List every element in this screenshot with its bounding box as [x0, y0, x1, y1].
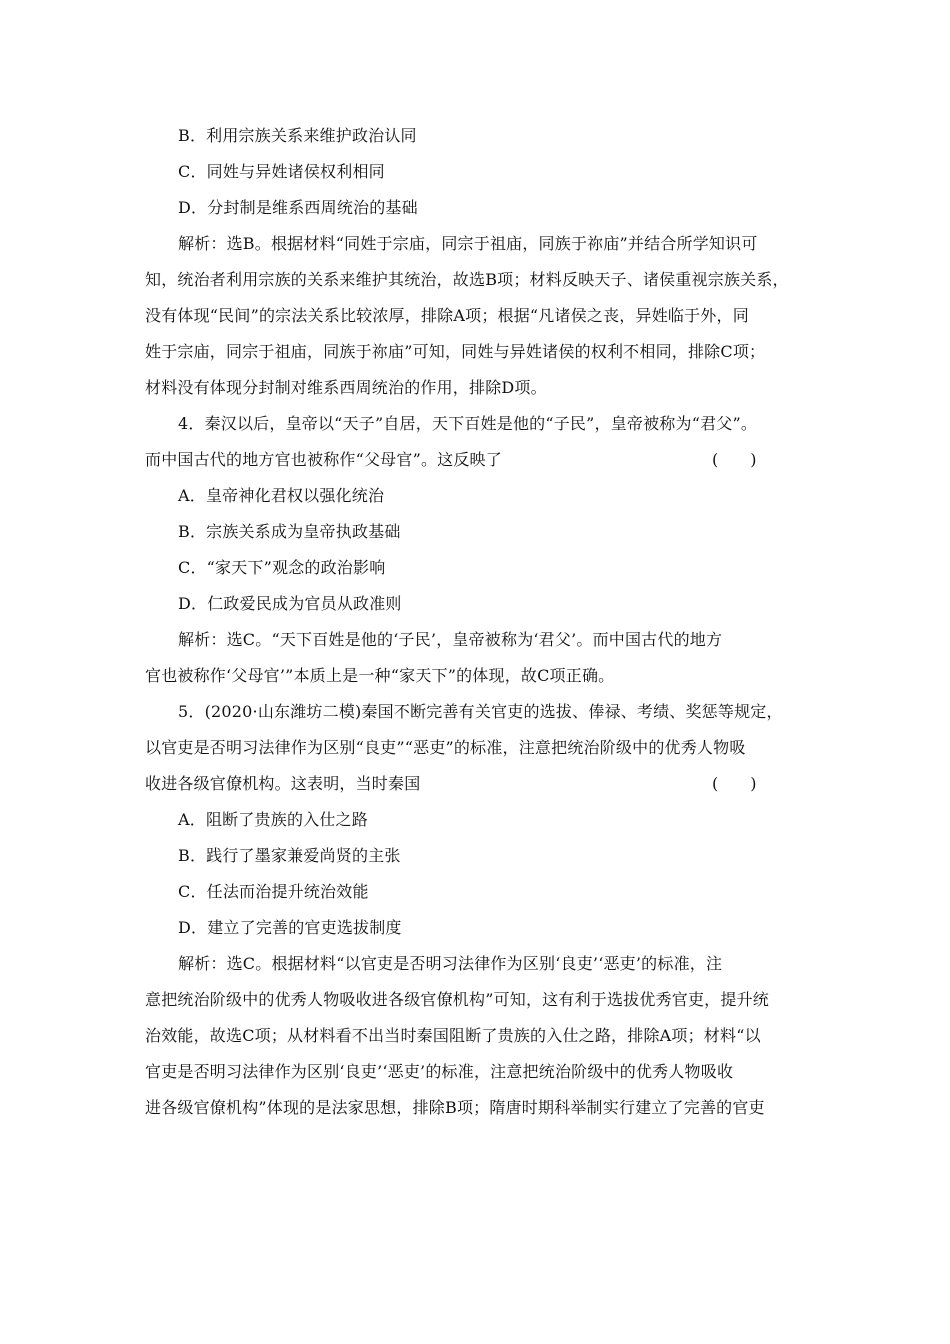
q3-option-b: B．利用宗族关系来维护政治认同 — [178, 126, 417, 145]
q5-stem-line: 收进各级官僚机构。这表明，当时秦国 — [145, 774, 421, 793]
q4-option-b: B．宗族关系成为皇帝执政基础 — [178, 522, 401, 541]
q4-option-c: C．“家天下”观念的政治影响 — [178, 558, 386, 577]
q4-analysis-line: 解析：选C。“天下百姓是他的‘子民’，皇帝被称为‘君父’。而中国古代的地方 — [178, 630, 723, 649]
q5-option-b: B．践行了墨家兼爱尚贤的主张 — [178, 846, 401, 865]
q5-option-a: A．阻断了贵族的入仕之路 — [178, 810, 368, 829]
q5-analysis-line: 解析：选C。根据材料“以官吏是否明习法律作为区别‘良吏’‘恶吏’的标准，注 — [178, 954, 723, 973]
q3-analysis-line: 解析：选B。根据材料“同姓于宗庙，同宗于祖庙，同族于祢庙”并结合所学知识可 — [178, 234, 758, 253]
q3-analysis-line: 没有体现“民间”的宗法关系比较浓厚，排除A项；根据“凡诸侯之丧，异姓临于外，同 — [145, 306, 749, 325]
q3-option-d: D．分封制是维系西周统治的基础 — [178, 198, 418, 217]
q5-option-c: C．任法而治提升统治效能 — [178, 882, 369, 901]
q3-analysis-line: 知，统治者利用宗族的关系来维护其统治，故选B项；材料反映天子、诸侯重视宗族关系， — [145, 270, 789, 289]
q5-analysis-line: 意把统治阶级中的优秀人物吸收进各级官僚机构”可知，这有利于选拔优秀官吏，提升统 — [145, 990, 769, 1009]
q4-analysis-line: 官也被称作‘父母官’”本质上是一种“家天下”的体现，故C项正确。 — [145, 666, 615, 685]
q5-analysis-line: 进各级官僚机构”体现的是法家思想，排除B项；隋唐时期科举制实行建立了完善的官吏 — [145, 1098, 765, 1117]
q4-option-d: D．仁政爱民成为官员从政准则 — [178, 594, 402, 613]
q4-stem-line: 而中国古代的地方官也被称作“父母官”。这反映了 — [145, 450, 502, 469]
q3-analysis-line: 材料没有体现分封制对维系西周统治的作用，排除D项。 — [145, 378, 547, 397]
q5-stem-line: 5．(2020·山东潍坊二模)秦国不断完善有关官吏的选拔、俸禄、考绩、奖惩等规定， — [178, 702, 783, 721]
q3-analysis-line: 姓于宗庙，同宗于祖庙，同族于祢庙”可知，同姓与异姓诸侯的权利不相同，排除C项； — [145, 342, 766, 361]
q4-answer-bracket: ( ) — [712, 450, 757, 469]
q5-analysis-line: 官吏是否明习法律作为区别‘良吏’‘恶吏’的标准，注意把统治阶级中的优秀人物吸收 — [145, 1062, 734, 1081]
q5-answer-bracket: ( ) — [712, 774, 757, 793]
q5-analysis-line: 治效能，故选C项；从材料看不出当时秦国阻断了贵族的入仕之路，排除A项；材料“以 — [145, 1026, 761, 1045]
q4-option-a: A．皇帝神化君权以强化统治 — [178, 486, 385, 505]
q5-stem-line: 以官吏是否明习法律作为区别“良吏”“恶吏”的标准，注意把统治阶级中的优秀人物吸 — [145, 738, 746, 757]
q4-stem-line: 4．秦汉以后，皇帝以“天子”自居，天下百姓是他的“子民”，皇帝被称为“君父”。 — [178, 414, 758, 433]
q5-option-d: D．建立了完善的官吏选拔制度 — [178, 918, 402, 937]
q3-option-c: C．同姓与异姓诸侯权利相同 — [178, 162, 385, 181]
